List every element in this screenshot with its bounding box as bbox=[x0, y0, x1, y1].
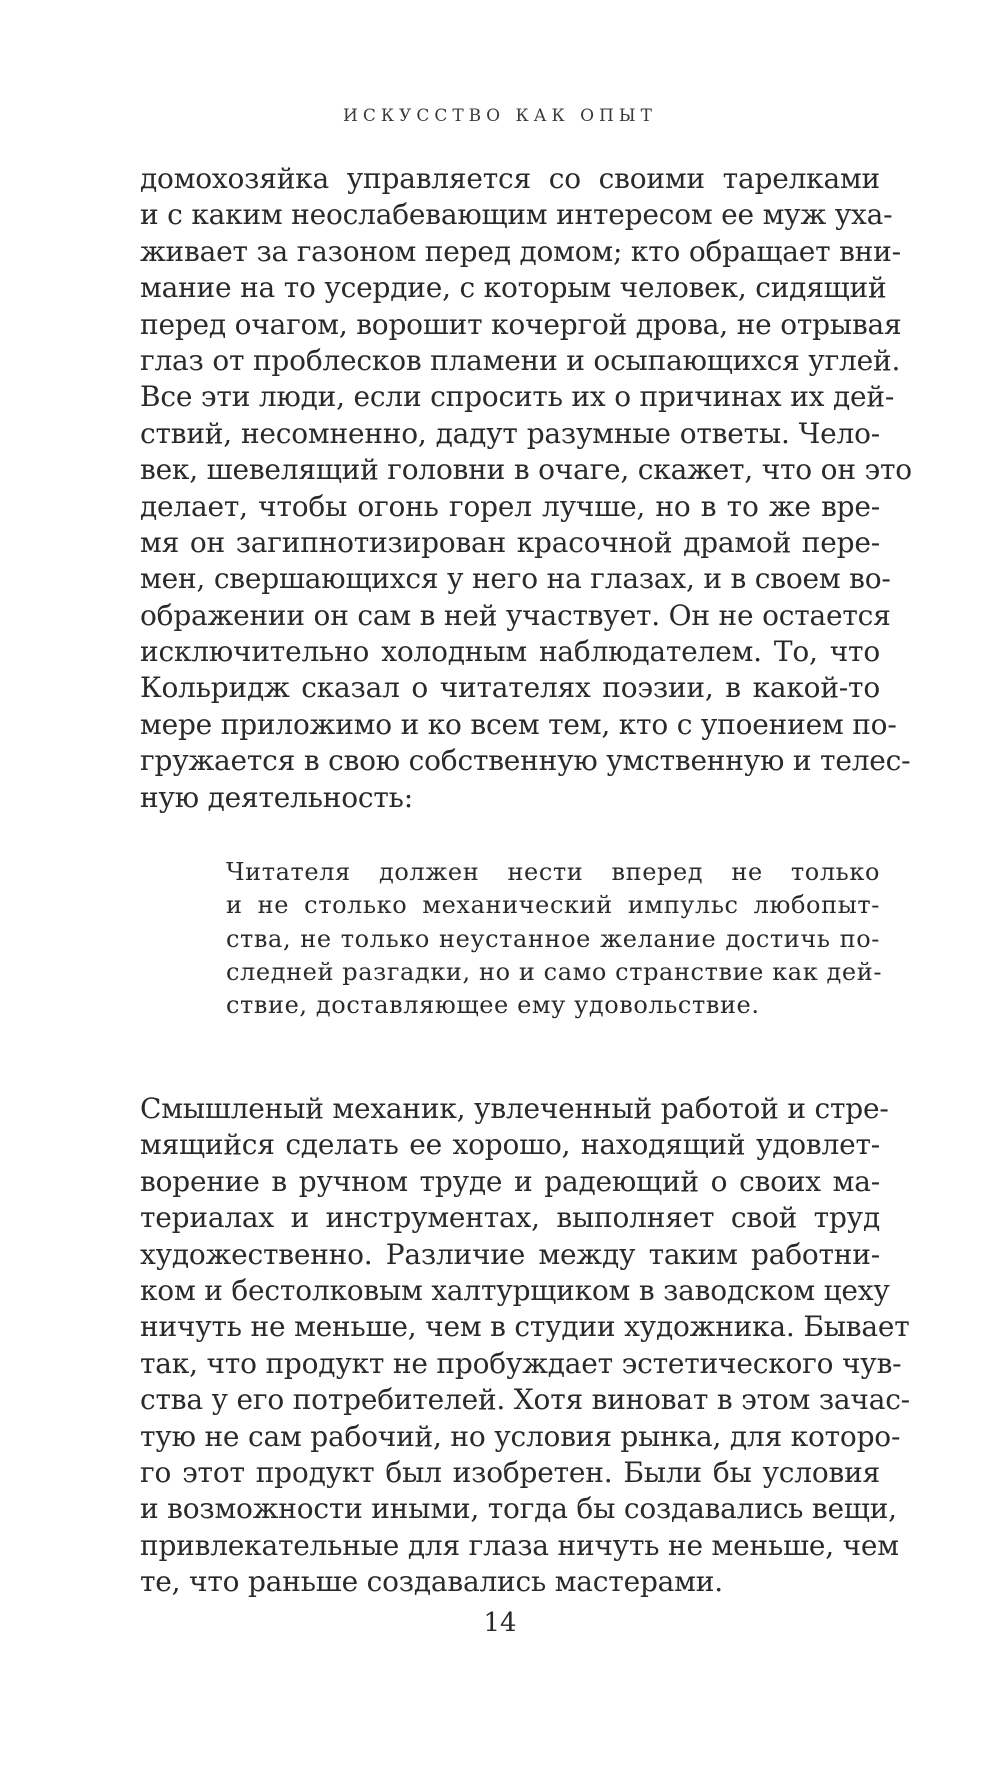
text-line: ком и бестолковым халтурщиком в заводском цеху bbox=[140, 1273, 890, 1307]
block-quote bbox=[226, 856, 883, 1022]
paragraph-1 bbox=[140, 161, 912, 816]
text-line: исключительно холодным наблюдателем. То, что bbox=[140, 635, 880, 669]
page-number: 14 bbox=[483, 1608, 517, 1638]
text-line: привлекательные для глаза ничуть не меньше, чем bbox=[140, 1528, 899, 1562]
text-line: гружается в свою собственную умственную и телес- bbox=[140, 744, 911, 778]
text-line: те, что раньше создавались мастерами. bbox=[140, 1565, 723, 1599]
text-line: тую не сам рабочий, но условия рынка, для которо- bbox=[140, 1419, 901, 1453]
text-line: го этот продукт был изобретен. Были бы условия bbox=[140, 1455, 880, 1489]
text-line: глаз от проблесков пламени и осыпающихся углей. bbox=[140, 343, 901, 377]
text-line: ничуть не меньше, чем в студии художника. Бывает bbox=[140, 1310, 910, 1344]
quote-line: ствие, доставляющее ему удовольствие. bbox=[226, 991, 760, 1020]
quote-line: ства, не только неустанное желание достичь по- bbox=[226, 924, 880, 953]
text-line: ображении он сам в ней участвует. Он не остается bbox=[140, 598, 891, 632]
quote-line: следней разгадки, но и само странствие как дей- bbox=[226, 957, 883, 986]
text-line: ствий, несомненно, дадут разумные ответы. Чело- bbox=[140, 416, 880, 450]
text-line: Смышленый механик, увлеченный работой и стре- bbox=[140, 1092, 889, 1125]
text-line: ную деятельность: bbox=[140, 780, 413, 814]
text-line: делает, чтобы огонь горел лучше, но в то же вре- bbox=[140, 489, 880, 523]
text-line: век, шевелящий головни в очаге, скажет, что он это bbox=[140, 453, 912, 487]
text-line: мя он загипнотизирован красочной драмой пере- bbox=[140, 525, 880, 559]
text-line: ворение в ручном труде и радеющий о своих ма- bbox=[140, 1164, 880, 1198]
running-head: ИСКУССТВО КАК ОПЫТ bbox=[343, 106, 657, 126]
text-line: мящийся сделать ее хорошо, находящий удовлет- bbox=[140, 1128, 880, 1162]
text-line: ства у его потребителей. Хотя виноват в этом зачас- bbox=[140, 1383, 910, 1417]
text-line: так, что продукт не пробуждает эстетического чув- bbox=[140, 1346, 902, 1380]
text-line: мере приложимо и ко всем тем, кто с упоением по- bbox=[140, 707, 897, 741]
quote-line: Читателя должен нести вперед не только bbox=[226, 858, 880, 886]
text-line: мание на то усердие, с которым человек, сидящий bbox=[140, 271, 887, 305]
text-line: художественно. Различие между таким работни- bbox=[140, 1237, 880, 1271]
text-line: домохозяйка управляется со своими тарелками bbox=[140, 162, 880, 195]
text-line: Кольридж сказал о читателях поэзии, в какой-то bbox=[140, 671, 880, 705]
quote-line: и не столько механический импульс любопыт- bbox=[226, 891, 880, 920]
text-line: и с каким неослабевающим интересом ее муж уха- bbox=[140, 198, 893, 232]
text-line: Все эти люди, если спросить их о причинах их дей- bbox=[140, 380, 895, 414]
text-line: мен, свершающихся у него на глазах, и в своем во- bbox=[140, 562, 891, 596]
text-line: перед очагом, ворошит кочергой дрова, не отрывая bbox=[140, 307, 902, 341]
text-line: живает за газоном перед домом; кто обращает вни- bbox=[140, 234, 901, 268]
text-line: и возможности иными, тогда бы создавались вещи, bbox=[140, 1492, 897, 1526]
paragraph-2 bbox=[140, 1091, 910, 1600]
text-line: териалах и инструментах, выполняет свой труд bbox=[140, 1201, 880, 1235]
